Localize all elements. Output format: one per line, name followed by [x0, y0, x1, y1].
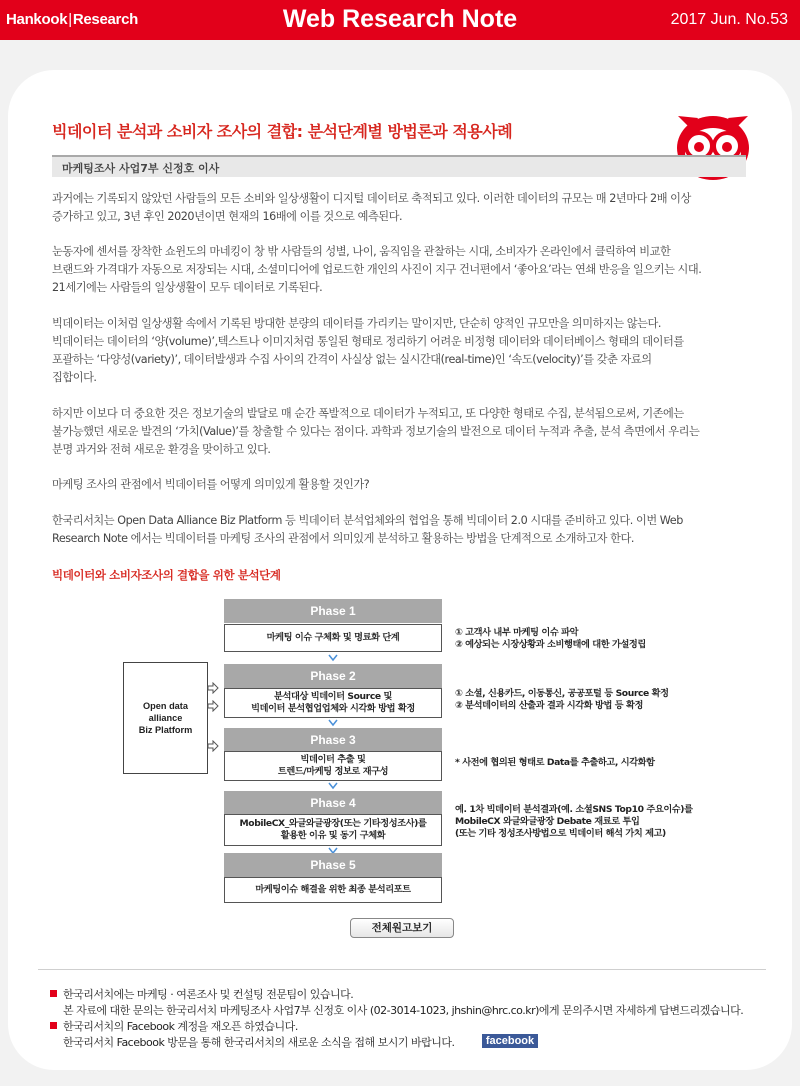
paragraph-line: 불가능했던 새로운 발견의 ‘가치(Value)’를 창출할 수 있다는 점이다. 과학과 정보기술의 발전으로 데이터 누적과 추출, 분석 측면에서 우리는 — [52, 425, 700, 438]
footer-divider — [38, 969, 766, 970]
phase-3-header: Phase 3 — [224, 728, 442, 752]
footer-line-1 — [50, 987, 743, 1003]
paragraph-line: 21세기에는 사람들의 일상생활이 모두 데이터로 기록된다. — [52, 281, 323, 294]
note-line: ① 고객사 내부 마케팅 이슈 파악 — [455, 627, 579, 638]
paragraph-line: 빅데이터는 이처럼 일상생활 속에서 기록된 방대한 분량의 데이터를 가리키는 말이지만, 단순히 양적인 규모만을 의미하지는 않는다. — [52, 317, 661, 330]
note-line: ② 예상되는 시장상황과 소비행태에 대한 가설정립 — [455, 639, 646, 650]
arrow-down-icon — [328, 781, 338, 791]
phase-4-header: Phase 4 — [224, 791, 442, 815]
red-square-bullet-icon — [50, 1022, 57, 1029]
platform-line: alliance — [148, 713, 183, 723]
paragraph-line: 증가하고 있고, 3년 후인 2020년이면 현재의 16배에 이를 것으로 예측된다. — [52, 210, 403, 223]
paragraph-line: 브랜드와 가격대가 자동으로 저장되는 시대, 소셜미디어에 업로드한 개인의 사진이 지구 건너편에서 ‘좋아요’라는 연쇄 반응을 일으키는 시대. — [52, 263, 702, 276]
footer-inquiry: 본 자료에 대한 문의는 한국리서치 마케팅조사 사업7부 신정호 이사 (02-3014-1023, jhshin@hrc.co.kr)에게 문의주시면 자세하게 답변드리겠습니다. — [63, 1004, 744, 1017]
paragraph-line: Research Note 에서는 빅데이터를 마케팅 조사의 관점에서 의미있게 분석하고 활용하는 방법을 단계적으로 소개하고자 한다. — [52, 532, 634, 545]
phase-3-note — [455, 757, 655, 769]
red-square-bullet-icon — [50, 990, 57, 997]
paragraph-line: 과거에는 기록되지 않았던 사람들의 모든 소비와 일상생활이 디지털 데이터로 축적되고 있다. 이러한 데이터의 규모는 매 2년마다 2배 이상 — [52, 192, 691, 205]
section-heading: 빅데이터와 소비자조사의 결합을 위한 분석단계 — [52, 568, 281, 582]
phase-2-note — [455, 688, 669, 712]
phase-2-header: Phase 2 — [224, 664, 442, 688]
paragraph-6 — [52, 512, 752, 548]
paragraph-5 — [52, 476, 752, 494]
note-line: 예. 1차 빅데이터 분석결과(예. 소셜SNS Top10 주요이슈)를 — [455, 804, 693, 815]
phase-1-note — [455, 627, 646, 651]
brand-name-right: Research — [72, 11, 139, 28]
phase-5-header: Phase 5 — [224, 853, 442, 877]
phase-1-text: 마케팅 이슈 구체화 및 명료화 단계 — [266, 632, 400, 643]
hollow-arrow-right-icon — [207, 700, 219, 712]
paragraph-line: 집합이다. — [52, 371, 97, 384]
hollow-arrow-right-icon — [207, 740, 219, 752]
phase-4-text: 활용한 이유 및 동기 구체화 — [280, 830, 386, 841]
platform-box — [123, 662, 208, 774]
footer-facebook-visit: 한국리서치 Facebook 방문을 통해 한국리서치의 새로운 소식을 접해 보시기 바랍니다. — [63, 1036, 455, 1049]
phase-4-note — [455, 804, 693, 840]
hollow-arrow-right-icon — [207, 682, 219, 694]
platform-line: Biz Platform — [138, 725, 193, 735]
brand-name-left: Hankook — [6, 11, 68, 28]
author-bar — [52, 155, 746, 177]
footer-text: 한국리서치의 Facebook 계정을 재오픈 하였습니다. — [63, 1020, 298, 1033]
note-line: (또는 기타 정성조사방법으로 빅데이터 해석 가치 제고) — [455, 828, 666, 839]
paragraph-line: 분명 과거와 전혀 새로운 환경을 맞이하고 있다. — [52, 443, 271, 456]
phase-3-text: 트렌드/마케팅 정보로 재구성 — [277, 766, 389, 777]
note-line: MobileCX 와글와글광장 Debate 재료로 투입 — [455, 816, 640, 827]
phase-1-header: Phase 1 — [224, 599, 442, 623]
arrow-down-icon — [328, 718, 338, 728]
phase-2-text: 분석대상 빅데이터 Source 및 — [274, 691, 392, 702]
phase-3-text: 빅데이터 추출 및 — [300, 754, 366, 765]
paragraph-1 — [52, 190, 752, 226]
footer-facebook — [50, 1019, 455, 1051]
paragraph-4 — [52, 405, 752, 459]
note-line: ① 소셜, 신용카드, 이동통신, 공공포털 등 Source 확정 — [455, 688, 669, 699]
phase-2-text: 빅데이터 분석협업업체와 시각화 방법 확정 — [251, 703, 415, 714]
platform-line: Open data — [143, 701, 188, 711]
footer-text: 한국리서치에는 마케팅 · 여론조사 및 컨설팅 전문팀이 있습니다. — [63, 988, 354, 1001]
phase-4-text: MobileCX_와글와글광장(또는 기타정성조사)를 — [239, 818, 427, 829]
facebook-link-badge[interactable]: facebook — [482, 1034, 538, 1048]
view-full-article-button[interactable]: 전체원고보기 — [350, 918, 454, 938]
paragraph-2 — [52, 243, 752, 297]
phase-2-box — [224, 688, 442, 718]
footer-contact — [50, 987, 743, 1019]
phase-1-box — [224, 624, 442, 652]
paragraph-line: 하지만 이보다 더 중요한 것은 정보기술의 발달로 매 순간 폭발적으로 데이터가 누적되고, 또 다양한 형태로 수집, 분석됨으로써, 기존에는 — [52, 407, 684, 420]
paragraph-line: 빅데이터는 데이터의 ‘양(volume)’,텍스트나 이미지처럼 통일된 형태로 정리하기 어려운 비정형 데이터와 데이터베이스 형태의 데이터를 — [52, 335, 684, 348]
note-line: * 사전에 협의된 형태로 Data를 추출하고, 시각화함 — [455, 757, 655, 768]
paragraph-line: 한국리서치는 Open Data Alliance Biz Platform 등 빅데이터 분석업체와의 협업을 통해 빅데이터 2.0 시대를 준비하고 있다. 이번 Web — [52, 514, 683, 527]
paragraph-line: 눈동자에 센서를 장착한 쇼윈도의 마네킹이 창 밖 사람들의 성별, 나이, 움직임을 관찰하는 시대, 소비자가 온라인에서 클릭하여 비교한 — [52, 245, 671, 258]
author-name: 마케팅조사 사업7부 신정호 이사 — [62, 162, 220, 175]
phase-5-text: 마케팅이슈 해결을 위한 최종 분석리포트 — [255, 884, 411, 895]
header-bar — [0, 0, 800, 40]
paragraph-line: 마케팅 조사의 관점에서 빅데이터를 어떻게 의미있게 활용할 것인가? — [52, 478, 370, 491]
article-title: 빅데이터 분석과 소비자 조사의 결합: 분석단계별 방법론과 적용사례 — [52, 122, 513, 141]
paragraph-line: 포괄하는 ‘다양성(variety)’, 데이터발생과 수집 사이의 간격이 사실상 없는 실시간대(real-time)인 ‘속도(velocity)’를 갖춘 자료의 — [52, 353, 652, 366]
issue-number: 2017 Jun. No.53 — [670, 11, 788, 28]
phase-3-box — [224, 751, 442, 781]
brand-divider: | — [68, 11, 72, 28]
newsletter-title: Web Research Note — [282, 5, 518, 33]
phase-4-box — [224, 814, 442, 846]
arrow-down-icon — [328, 653, 338, 663]
phase-5-box — [224, 877, 442, 903]
paragraph-3 — [52, 315, 752, 387]
note-line: ② 분석데이터의 산출과 결과 시각화 방법 등 확정 — [455, 700, 643, 711]
footer-line-3 — [50, 1019, 455, 1035]
